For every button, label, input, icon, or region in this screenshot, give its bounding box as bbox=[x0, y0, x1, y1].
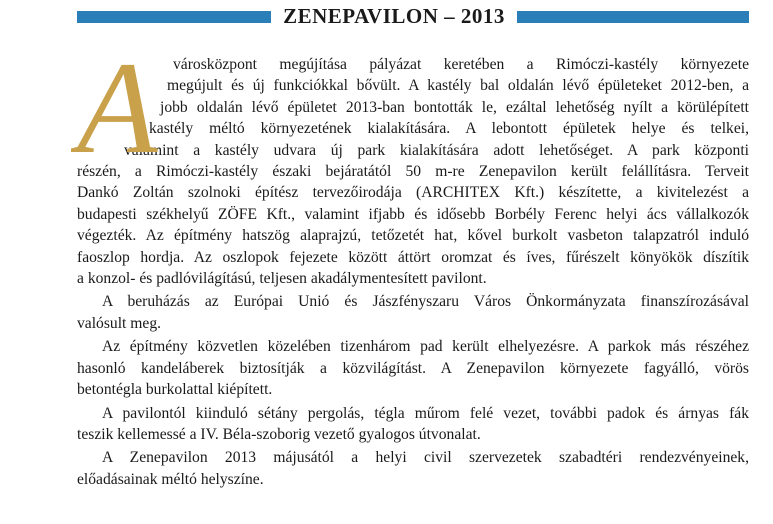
text-line: megújult és új funkciókkal bővült. A kastély bal oldalán lévő épületeket 2012-ben, a bbox=[167, 77, 749, 95]
dropcap-glyph: A bbox=[77, 44, 158, 162]
page-title: ZENEPAVILON – 2013 bbox=[283, 4, 505, 28]
text-line: A pavilontól kiinduló sétány pergolás, tégla műrom felé vezet, további padok és árnyas fák bbox=[102, 404, 749, 422]
paragraph-5 bbox=[77, 447, 749, 490]
text-line: budapesti székhelyű ZÖFE Kft., valamint ifjabb és idősebb Borbély Ferenc helyi ács vállalkozók bbox=[77, 205, 749, 223]
paragraph-3 bbox=[77, 336, 749, 400]
article-body bbox=[77, 44, 749, 492]
text-line: Az építmény közvetlen közelében tizenhárom pad került elhelyezésre. A parkok más részéhez bbox=[102, 338, 749, 356]
text-line: A Zenepavilon 2013 májusától a helyi civil szervezetek szabadtéri rendezvényeinek, bbox=[102, 449, 749, 467]
text-line: előadásainak méltó helyszíne. bbox=[77, 470, 264, 488]
text-line: betontégla burkolattal kiépített. bbox=[77, 381, 273, 399]
header-bar-right bbox=[517, 11, 749, 23]
header-bar-left bbox=[77, 11, 271, 23]
text-line: teszik kellemessé a IV. Béla-szoborig vezető gyalogos útvonalat. bbox=[77, 425, 481, 443]
text-line: kastély méltó környezetének kialakítására. A lebontott épületek helye és telkei, bbox=[149, 120, 749, 138]
text-line: faoszlop hordja. Az oszlopok fejezete között áttört oromzat és íves, fűrészelt könyökök díszítik bbox=[77, 248, 749, 266]
text-line: a konzol- és padlóvilágítású, teljesen akadálymentesített pavilont. bbox=[77, 270, 487, 288]
text-line: Dankó Zoltán szolnoki építész tervezőirodája (ARCHITEX Kft.) készítette, a kivitelezést a bbox=[77, 184, 749, 202]
text-line: valósult meg. bbox=[77, 314, 162, 332]
paragraph-2 bbox=[77, 291, 749, 334]
dropcap-letter bbox=[71, 44, 181, 162]
text-line: végezték. Az építmény hatszög alaprajzú, tetőzetét hat, kővel burkolt vasbeton talapzatról induló bbox=[77, 227, 749, 245]
text-line: jobb oldalán lévő épületet 2013-ban bontották le, ezáltal lehetőség nyílt a körülépített bbox=[160, 98, 749, 116]
text-line: valamint a kastély udvara új park kialakítására adott lehetőséget. A park központi bbox=[124, 141, 749, 159]
header bbox=[0, 0, 773, 40]
text-line: A beruházás az Európai Unió és Jászfényszaru Város Önkormányzata finanszírozásával bbox=[102, 293, 749, 311]
text-line: részén, a Rimóczi-kastély északi bejáratától 50 m-re Zenepavilon került felállításra. Terveit bbox=[77, 163, 749, 181]
paragraph-4 bbox=[77, 403, 749, 446]
text-line: hasonló kandeláberek biztosítják a közvilágítást. A Zenepavilon környezete fagyálló, vörös bbox=[77, 359, 749, 377]
text-line: városközpont megújítása pályázat keretében a Rimóczi-kastély környezete bbox=[173, 56, 749, 73]
